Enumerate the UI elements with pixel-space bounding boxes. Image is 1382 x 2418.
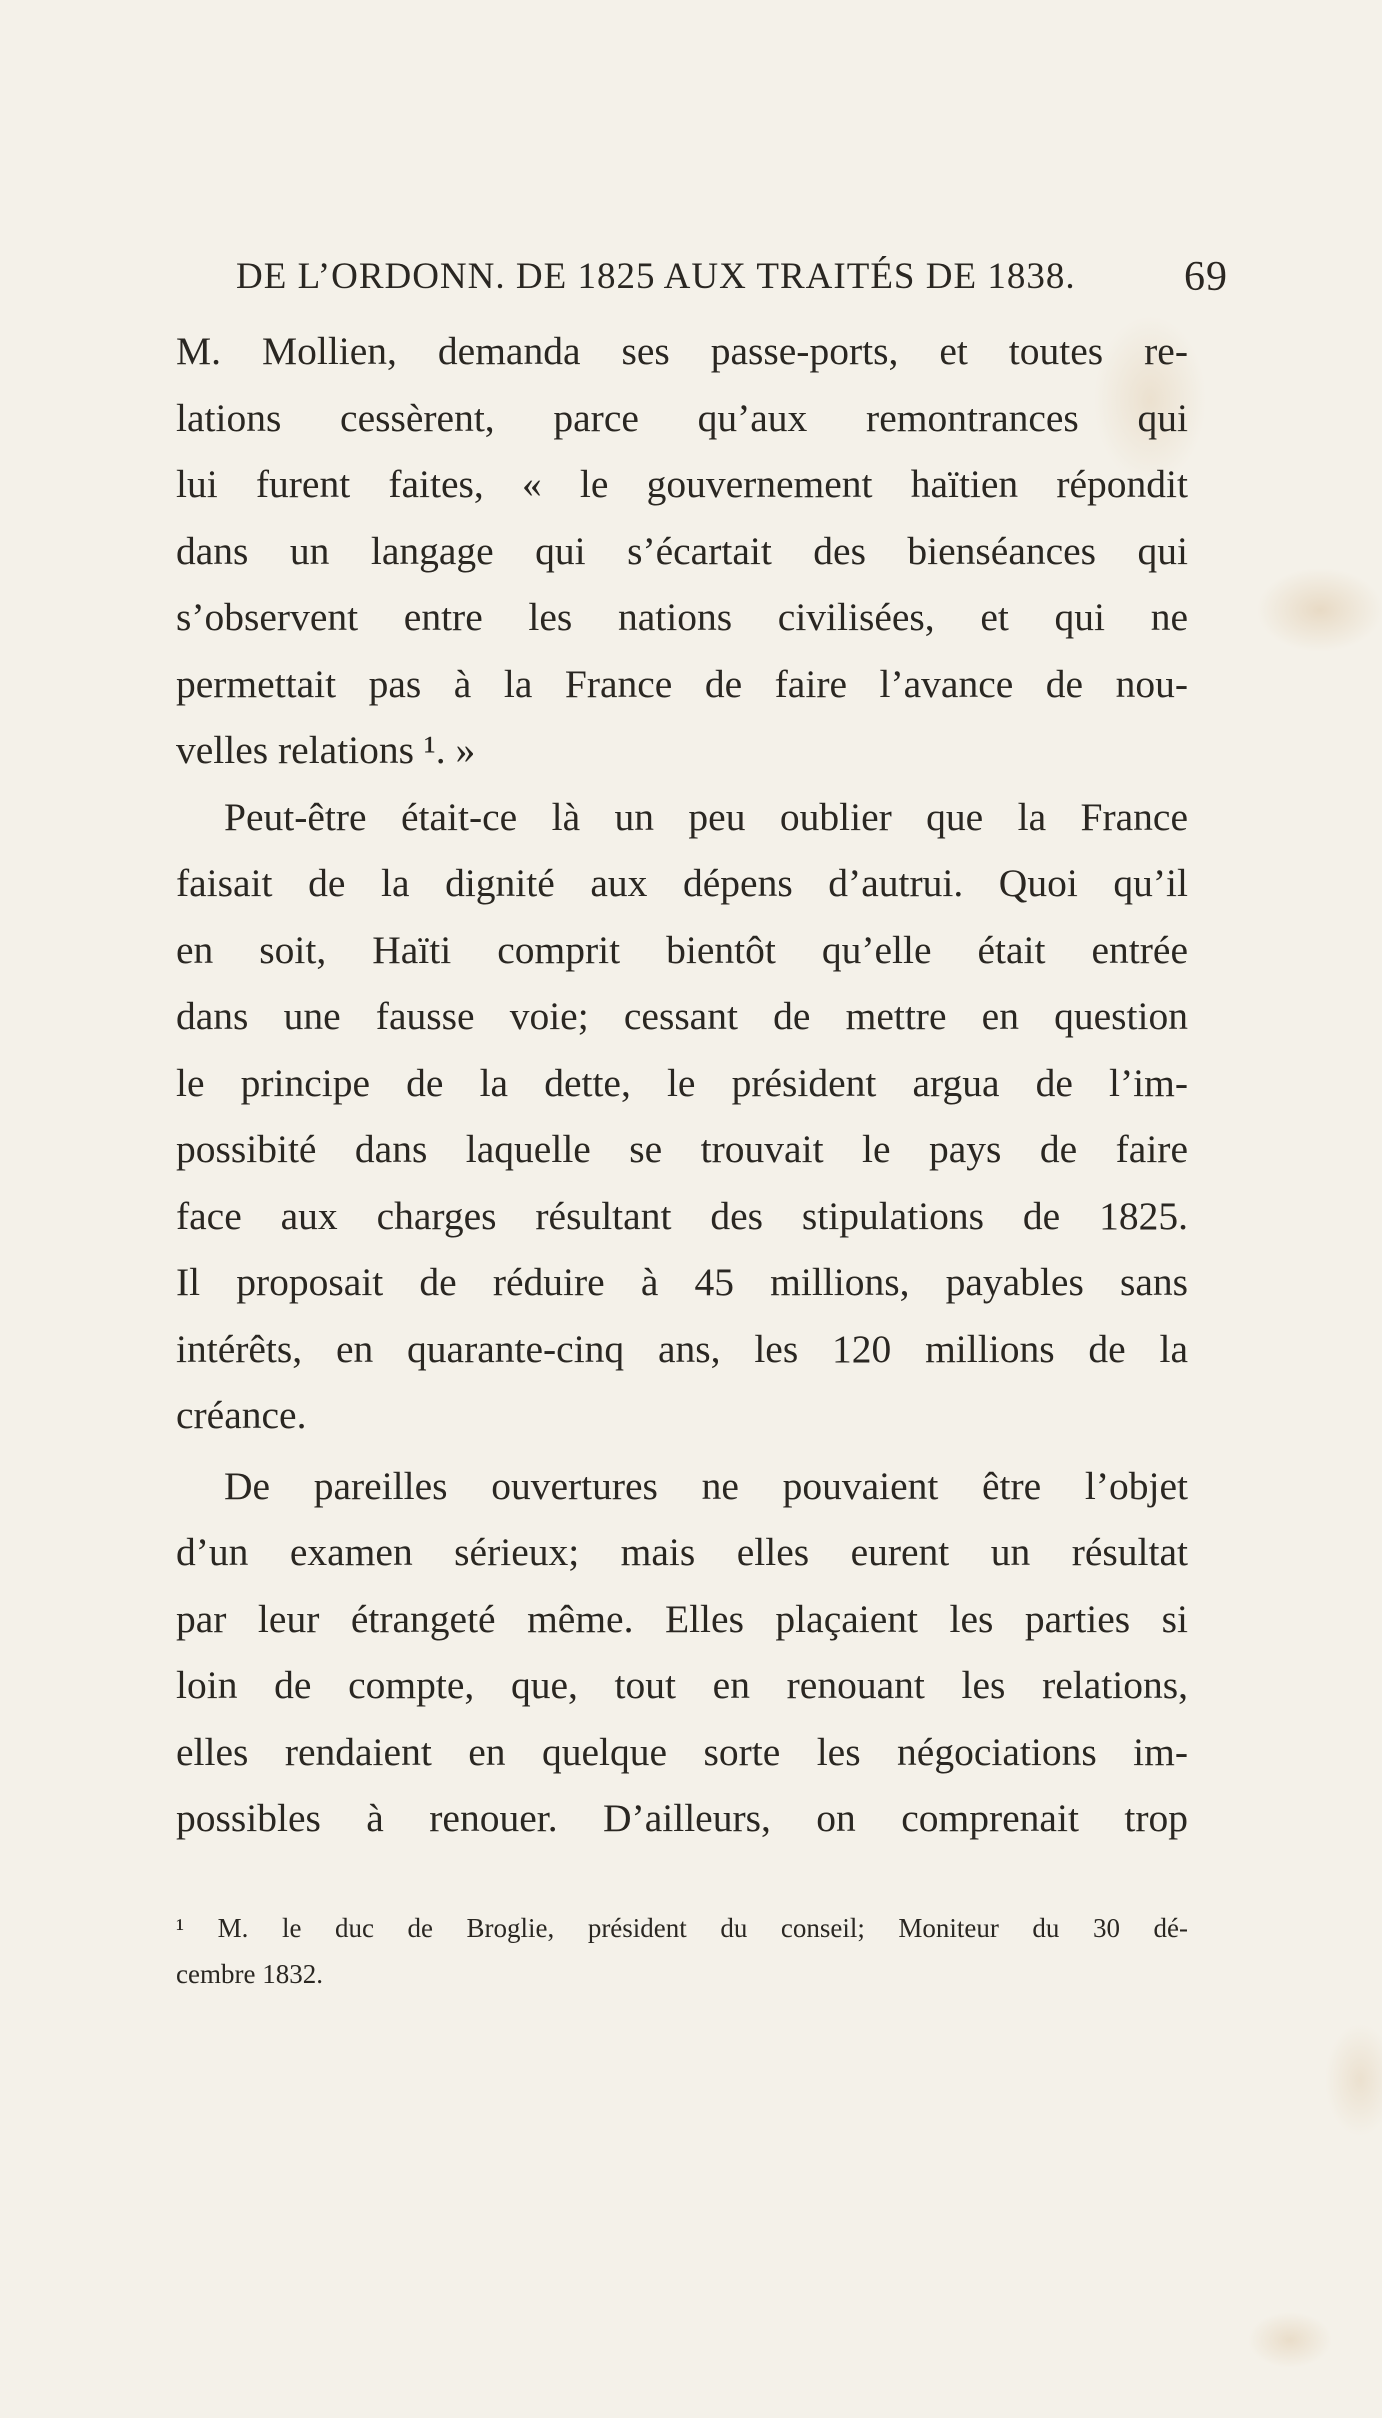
text-line: face aux charges résultant des stipulations de 1825. (176, 1193, 1188, 1238)
text-line: dans un langage qui s’écartait des bienséances qui (176, 528, 1188, 573)
running-header (236, 242, 1228, 312)
text-line: dans une fausse voie; cessant de mettre en question (176, 994, 1188, 1038)
page-number: 69 (1184, 254, 1228, 300)
text-line: intérêts, en quarante-cinq ans, les 120 millions de la (176, 1326, 1188, 1371)
footnote-line: ¹ M. le duc de Broglie, président du conseil; Moniteur du 30 dé- (176, 1913, 1188, 1943)
text-line: possibles à renouer. D’ailleurs, on comprenait trop (176, 1796, 1188, 1840)
text-line: lations cessèrent, parce qu’aux remontrances qui (176, 395, 1188, 440)
paragraph-2 (176, 784, 1188, 1449)
text-line: lui furent faites, « le gouvernement haïtien répondit (176, 462, 1188, 506)
text-line: Peut-être était-ce là un peu oublier que la France (224, 794, 1188, 839)
text-line: De pareilles ouvertures ne pouvaient être l’objet (224, 1463, 1188, 1508)
footnote-line: cembre 1832. (176, 1959, 323, 1989)
paragraph-1 (176, 318, 1188, 784)
text-line: créance. (176, 1393, 307, 1437)
footnote (176, 1905, 1188, 1997)
text-line: Il proposait de réduire à 45 millions, payables sans (176, 1260, 1188, 1304)
text-line: d’un examen sérieux; mais elles eurent un résultat (176, 1530, 1188, 1574)
running-title: DE L’ORDONN. DE 1825 AUX TRAITÉS DE 1838. (236, 256, 1076, 297)
text-line: loin de compte, que, tout en renouant les relations, (176, 1663, 1188, 1707)
body-text (176, 318, 1188, 1852)
text-line: elles rendaient en quelque sorte les négociations im- (176, 1729, 1188, 1774)
text-line: faisait de la dignité aux dépens d’autrui. Quoi qu’il (176, 861, 1188, 905)
text-line: possibité dans laquelle se trouvait le pays de faire (176, 1127, 1188, 1171)
text-line: s’observent entre les nations civilisées, et qui ne (176, 595, 1188, 639)
text-line: permettait pas à la France de faire l’avance de nou- (176, 661, 1188, 706)
text-line: M. Mollien, demanda ses passe-ports, et toutes re- (176, 329, 1188, 373)
text-line: en soit, Haïti comprit bientôt qu’elle était entrée (176, 927, 1188, 972)
paragraph-3 (176, 1453, 1188, 1852)
text-line: par leur étrangeté même. Elles plaçaient les parties si (176, 1596, 1188, 1641)
text-line: le principe de la dette, le président argua de l’im- (176, 1060, 1188, 1105)
text-line: velles relations ¹. » (176, 728, 476, 772)
